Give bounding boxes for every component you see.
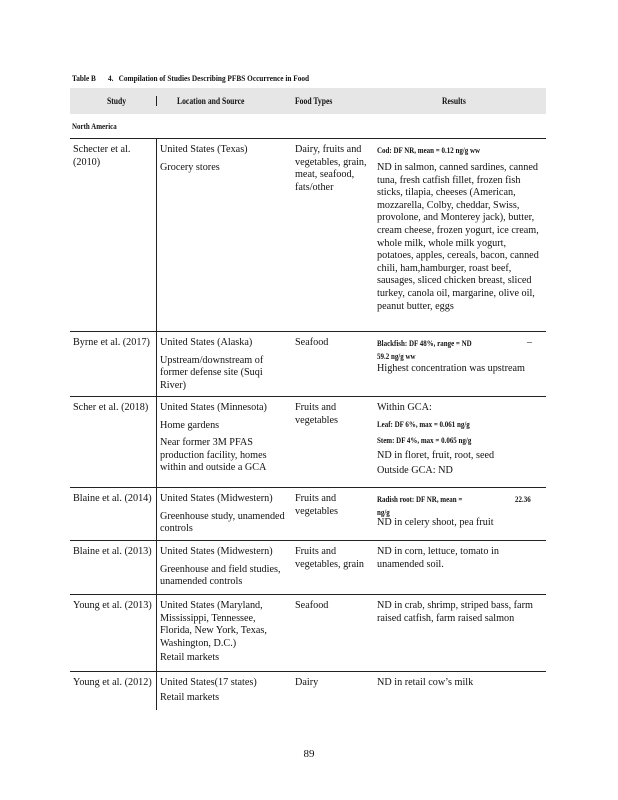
food-cell: Dairy, fruits and vegetables, grain, meat, seafood, fats/other xyxy=(295,144,367,193)
table-row xyxy=(70,541,546,595)
food-cell: Fruits and vegetables xyxy=(295,493,338,517)
location-text: United States(17 states) xyxy=(160,677,257,688)
source-text: Near former 3M PFAS production facility, homes within and outside a GCA xyxy=(160,437,267,474)
region-heading: North America xyxy=(70,114,546,139)
result-value: Blackfish: DF 48%, range = ND xyxy=(377,338,472,348)
table-row xyxy=(70,595,546,672)
study-cell: Blaine et al. (2013) xyxy=(73,546,152,557)
results-cell xyxy=(374,488,546,540)
result-value: 59.2 ng/g ww xyxy=(377,351,416,361)
result-dash: – xyxy=(527,337,532,348)
results-cell: ND in retail cow’s milk xyxy=(377,677,474,688)
result-text: Within GCA: xyxy=(377,402,432,413)
source-text: Greenhouse and field studies, unamended controls xyxy=(160,563,281,588)
food-cell: Seafood xyxy=(295,337,329,348)
result-number: 22.36 xyxy=(515,494,531,504)
results-cell: ND in corn, lettuce, tomato in unamended soil. xyxy=(377,546,499,570)
source-text: Home gardens xyxy=(160,419,220,431)
result-value: ng/g xyxy=(377,507,390,517)
food-cell: Dairy xyxy=(295,677,319,688)
table-header xyxy=(70,88,546,114)
location-cell xyxy=(156,488,292,540)
header-food: Food Types xyxy=(295,96,333,106)
result-text: Highest concentration was upstream xyxy=(377,363,525,374)
table-number: 4. xyxy=(107,73,114,83)
study-cell: Scher et al. (2018) xyxy=(73,402,149,413)
result-value: Leaf: DF 6%, max = 0.061 ng/g xyxy=(377,418,470,429)
study-cell: Young et al. (2013) xyxy=(73,600,152,611)
table-row xyxy=(70,488,546,541)
location-cell xyxy=(156,139,292,331)
study-cell: Young et al. (2012) xyxy=(73,677,152,688)
source-text: Retail markets xyxy=(160,652,220,664)
page-number: 89 xyxy=(303,748,315,760)
result-text: ND in floret, fruit, root, seed xyxy=(377,449,495,461)
location-cell xyxy=(156,672,292,710)
source-text: Grocery stores xyxy=(160,161,220,173)
table-row xyxy=(70,672,546,710)
results-cell xyxy=(374,139,546,331)
source-text: Retail markets xyxy=(160,691,220,703)
location-text: United States (Texas) xyxy=(160,144,248,155)
study-cell: Schecter et al. (2010) xyxy=(73,144,131,168)
table-caption xyxy=(72,73,309,83)
location-text: United States (Midwestern) xyxy=(160,546,273,557)
source-text: Upstream/downstream of former defense site (Suqi River) xyxy=(160,354,264,391)
location-text: United States (Maryland, Mississippi, Tennessee, Florida, New York, Texas, Washington, D.C.) xyxy=(160,600,267,649)
location-text: United States (Midwestern) xyxy=(160,493,273,504)
results-cell xyxy=(374,332,546,396)
header-results: Results xyxy=(442,96,466,106)
studies-table xyxy=(70,88,546,710)
header-study: Study xyxy=(106,96,126,106)
header-location: Location and Source xyxy=(177,96,245,106)
result-value: Cod: DF NR, mean = 0.12 ng/g ww xyxy=(377,145,481,155)
table-row xyxy=(70,139,546,332)
study-cell: Byrne et al. (2017) xyxy=(73,337,150,348)
result-text: ND in salmon, canned sardines, canned tuna, fresh catfish fillet, frozen fish sticks, tilapia, cheeses (American, mozzarella, Colby, cheddar, Swiss, provolone, and Monterey jack), butter, cream cheese, frozen yogurt, ice cream, whole milk, whole milk yogurt, potatoes, apples, cereals, bacon, canned chili, ham,hamburger, roast beef, sausages, sliced chicken breast, sliced turkey, canola oil, margarine, olive oil, peanut butter, eggs xyxy=(377,162,539,312)
table-label: Table B xyxy=(72,73,96,83)
result-text: Outside GCA: ND xyxy=(377,465,453,477)
results-cell: ND in crab, shrimp, striped bass, farm raised catfish, farm raised salmon xyxy=(377,600,533,624)
food-cell: Seafood xyxy=(295,600,329,611)
food-cell: Fruits and vegetables xyxy=(295,402,338,426)
location-text: United States (Alaska) xyxy=(160,337,253,348)
food-cell: Fruits and vegetables, grain xyxy=(295,546,365,570)
location-text: United States (Minnesota) xyxy=(160,402,267,413)
table-row xyxy=(70,397,546,488)
study-cell: Blaine et al. (2014) xyxy=(73,493,152,504)
location-cell xyxy=(156,332,292,396)
source-text: Greenhouse study, unamended controls xyxy=(160,510,285,535)
result-value: Stem: DF 4%, max = 0.065 ng/g xyxy=(377,434,472,445)
location-cell xyxy=(156,595,292,671)
table-title: Compilation of Studies Describing PFBS Occurrence in Food xyxy=(118,73,310,83)
location-cell xyxy=(156,397,292,487)
results-cell xyxy=(374,397,546,487)
table-row xyxy=(70,332,546,397)
result-value: Radish root: DF NR, mean = xyxy=(377,494,463,504)
location-cell xyxy=(156,541,292,594)
result-text: ND in celery shoot, pea fruit xyxy=(377,517,494,528)
